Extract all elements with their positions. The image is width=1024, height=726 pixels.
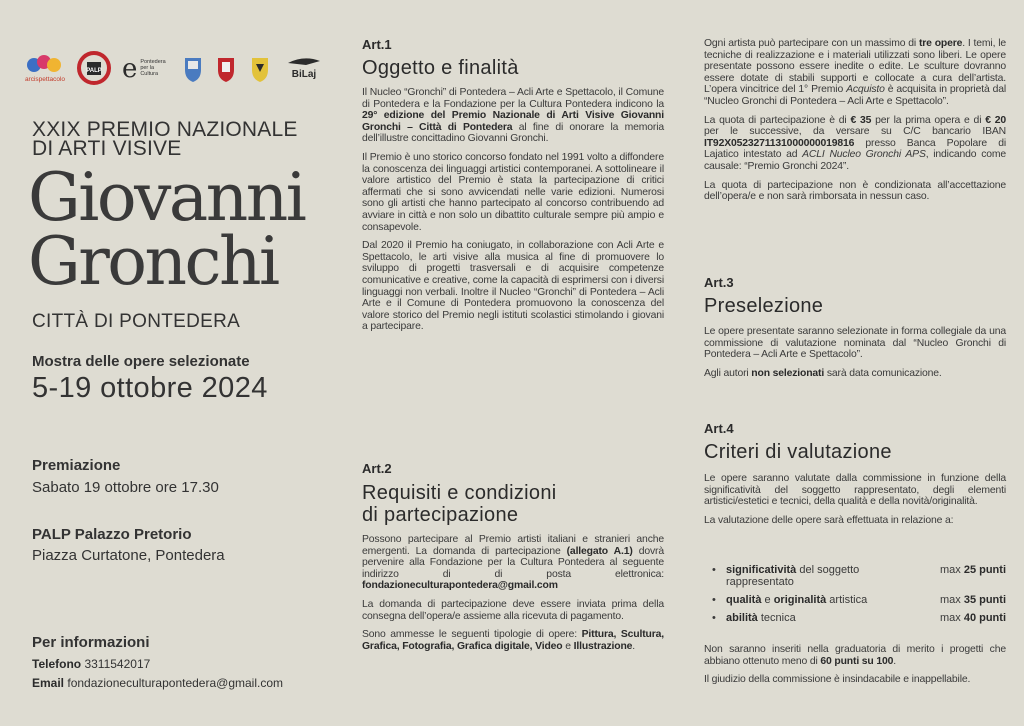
art3-body (704, 326, 1006, 386)
art2-continued (704, 38, 1006, 210)
bullet-icon: • (712, 564, 716, 576)
art2-title-line1: Requisiti e condizioni (362, 482, 557, 504)
criteria-bold: significatività (726, 564, 797, 576)
crest-icon (182, 52, 204, 84)
art2c-p2-d: presso Banca Popolare di Lajatico intestato ad (704, 137, 1006, 161)
premio-title (32, 120, 298, 158)
criteria-label (726, 612, 926, 624)
art2-title-line2: di partecipazione (362, 504, 519, 526)
art2c-p1-bold: tre opere (918, 38, 963, 49)
art1-body (362, 87, 664, 340)
criteria-rest: artistica (826, 594, 868, 606)
art4-paragraph-4: Il giudizio della commissione è insindacabile e inappellabile. (704, 674, 971, 686)
art4-number: Art.4 (704, 421, 734, 436)
criteria-points (926, 594, 1006, 606)
email-address[interactable]: fondazioneculturapontedera@gmail.com (67, 676, 284, 690)
criteria-points-value: 40 punti (963, 612, 1006, 624)
criteria-rest: tecnica (757, 612, 796, 624)
art1-p1-bold: 29° edizione del Premio Nazionale di Arti Visive Giovanni Gronchi – Città di Pontedera (362, 110, 664, 133)
art1-paragraph-3: Dal 2020 il Premio ha coniugato, in collaborazione con Acli Arte e Spettacolo, le arti visive alla musica al fine di promuovere lo sviluppo di progetti trasversali e di acquisire competenze comunicative e creative, come la capacità di esprimersi con i diversi linguaggi non verbali. Inoltre il Nucleo “Gronchi” di Pontedera – Acli Arte e il Comune di Pontedera promuovono la conoscenza del valore storico del Premio negli istituti scolastici stimolando i giovani a partecipare. (362, 240, 664, 333)
criteria-bold: abilità (726, 612, 758, 624)
art4-body (704, 473, 1006, 533)
art3-paragraph-1: Le opere presentate saranno selezionate in forma collegiale da una commissione di valutazione nominata dal “Nucleo Gronchi di Pontedera – Acli Arte e Spettacolo”. (704, 326, 1006, 361)
venue-heading: PALP Palazzo Pretorio (32, 526, 192, 543)
art2c-p2-b: per la prima opera e di (871, 114, 986, 126)
criteria-label (726, 594, 926, 606)
premio-title-line2: DI ARTI VISIVE (32, 137, 182, 160)
art4-paragraph-3 (704, 644, 1006, 667)
criteria-bold: qualità (726, 594, 762, 606)
criteria-list (712, 564, 1006, 624)
artist-name-line2: Gronchi (28, 223, 278, 300)
art1-title: Oggetto e finalità (362, 57, 519, 79)
art2-p1-text-b: dovrà pervenire alla Fondazione per la Cultura Pontedera al seguente indirizzo di di posta elettronica: (362, 545, 664, 580)
art2-p3-text-c: . (632, 640, 636, 652)
bullet-icon: • (712, 612, 716, 624)
art2-number: Art.2 (362, 461, 392, 476)
criteria-max-label: max (939, 594, 961, 606)
palp-logo-text: PALP (85, 68, 102, 74)
art2c-p1-b: . I temi, le tecniche di realizzazione e i materiali utilizzati sono liberi. Le opere presentate possono essere inedite o edite. Le sculture dovranno essere dotate di stabili supporti e collocate a cura dell’artista. L’opera vincitrice del 1° Premio (704, 38, 1006, 96)
art4-title: Criteri di valutazione (704, 441, 892, 463)
criteria-rest: del soggetto rappresentato (726, 564, 860, 588)
art2c-p2-italic: ACLI Nucleo Gronchi APS (802, 149, 926, 161)
art2-p3-text-a: Sono ammesse le seguenti tipologie di opere: (362, 629, 582, 641)
phone-label: Telefono (32, 657, 82, 671)
bilaj-logo (284, 53, 324, 83)
criteria-item (712, 564, 1006, 588)
premiazione-heading: Premiazione (32, 457, 121, 474)
crest-logo-1 (182, 52, 204, 84)
art4-p3-b: . (893, 655, 896, 667)
art4-footer (704, 644, 1006, 693)
art2-body (362, 534, 664, 659)
criteria-points (927, 564, 1006, 576)
art4-p3-a: Non saranno inseriti nella graduatoria di merito i progetti che abbiano ottenuto meno di (704, 644, 1006, 667)
art3-title: Preselezione (704, 295, 824, 317)
art1-paragraph-1 (362, 87, 664, 145)
art2-p3-bold-b: Illustrazione (573, 640, 633, 652)
criteria-max-label: max (939, 612, 961, 624)
art2-paragraph-3 (362, 629, 664, 652)
art2-title (362, 482, 556, 526)
art1-number: Art.1 (362, 37, 392, 52)
art3-p2-a: Agli autori (704, 367, 752, 379)
art2-p3-bold-a: Pittura, Scultura, Grafica, Fotografia, Grafica digitale, Video (362, 629, 664, 652)
criteria-item (712, 612, 1006, 624)
pontedera-cultura-logo (121, 53, 171, 83)
artist-name-title (28, 159, 305, 300)
art2c-p1-c: è acquisita in proprietà dal “Nucleo Gronchi di Pontedera – Acli Arte e Spettacolo”. (704, 84, 1006, 107)
info-heading: Per informazioni (32, 634, 150, 651)
art1-p1-text-a: Il Nucleo “Gronchi” di Pontedera – Acli Arte e Spettacolo, il Comune di Pontedera e la Fondazione per la Cultura Pontedera indicono la (362, 87, 664, 110)
criteria-bold-2: originalità (773, 594, 827, 606)
criteria-item (712, 594, 1006, 606)
art2-paragraph-1 (362, 534, 664, 592)
art2-cont-paragraph-2 (704, 115, 1006, 173)
criteria-max-label: max (939, 564, 961, 576)
crest-logo-3 (247, 52, 273, 84)
pontedera-cultura-logo-text: Pontedera per la Cultura (140, 59, 166, 77)
art4-paragraph-1: Le opere saranno valutate dalla commissione in funzione della significatività del soggetto rappresentato, degli elementi artistici/estetici e tecnici, della qualità e della novità/originalità. (704, 473, 1006, 508)
art3-number: Art.3 (704, 275, 734, 290)
art4-paragraph-2: La valutazione delle opere sarà effettuata in relazione a: (704, 514, 954, 526)
art2c-p2-fee2: € 20 (985, 114, 1006, 126)
palp-logo (77, 51, 111, 85)
crest-icon (215, 52, 237, 84)
art2c-p2-c: per le successive, da versare su C/C bancario IBAN (704, 126, 1006, 138)
bilaj-logo-graphic (284, 53, 324, 83)
phone-number[interactable]: 3311542017 (84, 657, 151, 671)
art2c-p2-a: La quota di partecipazione è di (704, 114, 851, 126)
criteria-points-value: 25 punti (963, 564, 1006, 576)
art4-p3-bold: 60 punti su 100 (820, 655, 894, 667)
art3-paragraph-2 (704, 368, 1006, 380)
bilaj-logo-text: BiLaj (291, 69, 317, 80)
city-title: CITTÀ DI PONTEDERA (32, 311, 241, 332)
palp-logo-graphic (77, 51, 111, 85)
criteria-mid: e (761, 594, 774, 606)
art2c-p2-e: , indicando come causale: “Premio Gronchi 2024”. (704, 149, 1006, 172)
phone-line (32, 657, 150, 671)
art1-p1-text-b: al fine di onorare la memoria dell’illustre concittadino Giovanni Gronchi. (362, 121, 664, 145)
premiazione-time: Sabato 19 ottobre ore 17.30 (32, 479, 219, 496)
crest-logo-2 (215, 52, 237, 84)
arcispettacolo-logo-graphic (24, 53, 66, 83)
art3-p2-bold: non selezionati (751, 367, 825, 379)
email-line (32, 676, 283, 690)
art2c-p1-italic: Acquisto (846, 84, 885, 96)
art3-p2-b: sarà data comunicazione. (824, 367, 942, 379)
arcispettacolo-logo-text: arcispettacolo (24, 76, 66, 83)
art2-cont-paragraph-3: La quota di partecipazione non è condizionata all’accettazione dell’opera/e e non sarà rimborsata in nessun caso. (704, 179, 1006, 203)
art2-p1-text-a: Possono partecipare al Premio artisti italiani e stranieri anche emergenti. La domanda di partecipazione (362, 534, 664, 557)
premio-title-line1: XXIX PREMIO NAZIONALE (32, 118, 298, 141)
art2-p3-text-b: e (562, 640, 574, 652)
art2-p1-bold-a: (allegato A.1) (566, 545, 633, 557)
svg-text:e: e (122, 54, 138, 83)
art1-paragraph-2: Il Premio è uno storico concorso fondato nel 1991 volto a diffondere la conoscenza dei linguaggi artistici contemporanei. A sottolineare il valore artistico del Premio è stata la partecipazione di critici affermati che si sono avvicendati nelle varie edizioni. Numerosi sono gli artisti che hanno partecipato al concorso contribuendo ad avviare in città e non solo un dibattito culturale sempre più ampio e consapevole. (362, 151, 664, 233)
bullet-icon: • (712, 594, 716, 606)
art2-paragraph-2: La domanda di partecipazione deve essere inviata prima della consegna dell’opera/e assieme alla ricevuta di pagamento. (362, 598, 664, 622)
art2c-p2-fee1: € 35 (850, 114, 872, 126)
arcispettacolo-logo (24, 53, 66, 83)
exhibition-label: Mostra delle opere selezionate (32, 353, 250, 370)
logo-strip (24, 50, 324, 86)
art2c-p1-a: Ogni artista può partecipare con un massimo di (704, 38, 919, 49)
email-label: Email (32, 676, 65, 690)
art2-cont-paragraph-1 (704, 38, 1006, 108)
criteria-points (926, 612, 1006, 624)
crest-icon (247, 52, 273, 84)
venue-address: Piazza Curtatone, Pontedera (32, 547, 225, 564)
artist-name-line1: Giovanni (28, 159, 305, 236)
criteria-points-value: 35 punti (963, 594, 1006, 606)
art2c-p2-iban: IT92X0523271131000000019816 (704, 137, 855, 149)
art2-email-address[interactable]: fondazioneculturapontedera@gmail.com (362, 580, 558, 592)
criteria-label (726, 564, 927, 588)
exhibition-dates: 5-19 ottobre 2024 (32, 372, 268, 404)
